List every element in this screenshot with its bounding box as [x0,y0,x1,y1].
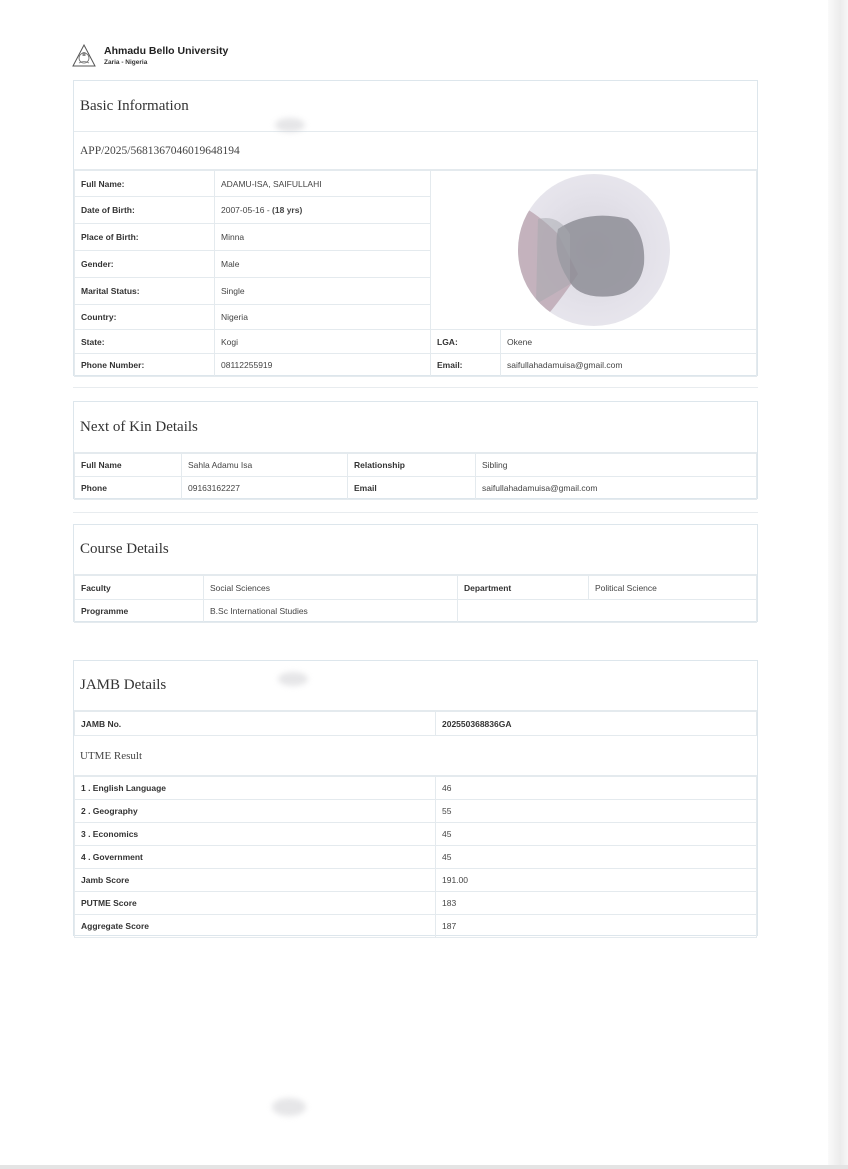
university-location: Zaria - Nigeria [104,59,148,66]
table-row [75,454,757,477]
subject-label: 4 . Government [75,846,436,869]
score-value: 45 [436,846,757,869]
university-header [72,44,228,68]
dob-cell [215,197,431,224]
score-value: 191.00 [436,869,757,892]
subject-label: Jamb Score [75,869,436,892]
table-row [75,777,757,800]
table-row [75,354,757,377]
department-label: Department [458,576,589,600]
subject-label: PUTME Score [75,892,436,915]
basic-information-title: Basic Information [74,81,757,132]
scan-edge-shadow [828,0,848,1169]
utme-result-title: UTME Result [74,736,757,776]
scan-smudge [278,672,308,686]
table-row [75,576,757,600]
photo-cell [431,171,757,330]
applicant-photo [518,174,670,326]
score-value: 46 [436,777,757,800]
department-value: Political Science [589,576,757,600]
score-value: 55 [436,800,757,823]
subject-label: 2 . Geography [75,800,436,823]
next-of-kin-table [74,453,757,500]
dob-value: 2007-05-16 - [221,205,273,215]
country-label: Country: [75,305,215,330]
scan-smudge [275,118,305,132]
score-value: 183 [436,892,757,915]
section-divider [73,512,758,513]
table-row [75,823,757,846]
university-crest-icon [72,44,96,68]
table-row [75,330,757,354]
scan-smudge [272,1098,306,1116]
lga-label: LGA: [431,330,501,354]
score-value: 45 [436,823,757,846]
basic-info-table [74,170,757,377]
pob-value: Minna [215,224,431,251]
marital-status-value: Single [215,278,431,305]
application-number: APP/2025/5681367046019648194 [74,132,757,170]
email-label: Email: [431,354,501,377]
utme-result-table [74,776,757,938]
pob-label: Place of Birth: [75,224,215,251]
dob-label: Date of Birth: [75,197,215,224]
next-of-kin-title: Next of Kin Details [74,402,757,453]
jamb-details-card [73,660,758,936]
subject-label: 3 . Economics [75,823,436,846]
gender-label: Gender: [75,251,215,278]
course-details-title: Course Details [74,525,757,575]
full-name-label: Full Name: [75,171,215,197]
jamb-number-table [74,711,757,736]
course-details-table [74,575,757,623]
jamb-number-label: JAMB No. [75,712,436,736]
faculty-value: Social Sciences [204,576,458,600]
full-name-value: ADAMU-ISA, SAIFULLAHI [215,171,431,197]
faculty-label: Faculty [75,576,204,600]
kin-relationship-label: Relationship [348,454,476,477]
kin-full-name-value: Sahla Adamu Isa [182,454,348,477]
jamb-details-title: JAMB Details [74,661,757,711]
empty-cell [458,600,757,623]
phone-number-label: Phone Number: [75,354,215,377]
age-value: (18 yrs) [272,205,303,215]
kin-phone-label: Phone [75,477,182,500]
phone-number-value: 08112255919 [215,354,431,377]
applicant-silhouette-icon [518,174,670,326]
table-row [75,915,757,938]
state-value: Kogi [215,330,431,354]
kin-email-value: saifullahadamuisa@gmail.com [476,477,757,500]
subject-label: 1 . English Language [75,777,436,800]
kin-relationship-value: Sibling [476,454,757,477]
next-of-kin-card [73,401,758,499]
university-name: Ahmadu Bello University [104,45,229,57]
table-row [75,800,757,823]
kin-email-label: Email [348,477,476,500]
table-row [75,477,757,500]
table-row [75,171,757,197]
email-value: saifullahadamuisa@gmail.com [501,354,757,377]
table-row [75,869,757,892]
course-details-card [73,524,758,622]
basic-information-card [73,80,758,376]
lga-value: Okene [501,330,757,354]
programme-value: B.Sc International Studies [204,600,458,623]
table-row [75,846,757,869]
jamb-number-value: 202550368836GA [436,712,757,736]
table-row [75,712,757,736]
table-row [75,892,757,915]
kin-phone-value: 09163162227 [182,477,348,500]
marital-status-label: Marital Status: [75,278,215,305]
state-label: State: [75,330,215,354]
table-row [75,600,757,623]
programme-label: Programme [75,600,204,623]
scan-bottom-edge [0,1165,848,1169]
country-value: Nigeria [215,305,431,330]
subject-label: Aggregate Score [75,915,436,938]
section-divider [73,387,758,388]
score-value: 187 [436,915,757,938]
gender-value: Male [215,251,431,278]
kin-full-name-label: Full Name [75,454,182,477]
